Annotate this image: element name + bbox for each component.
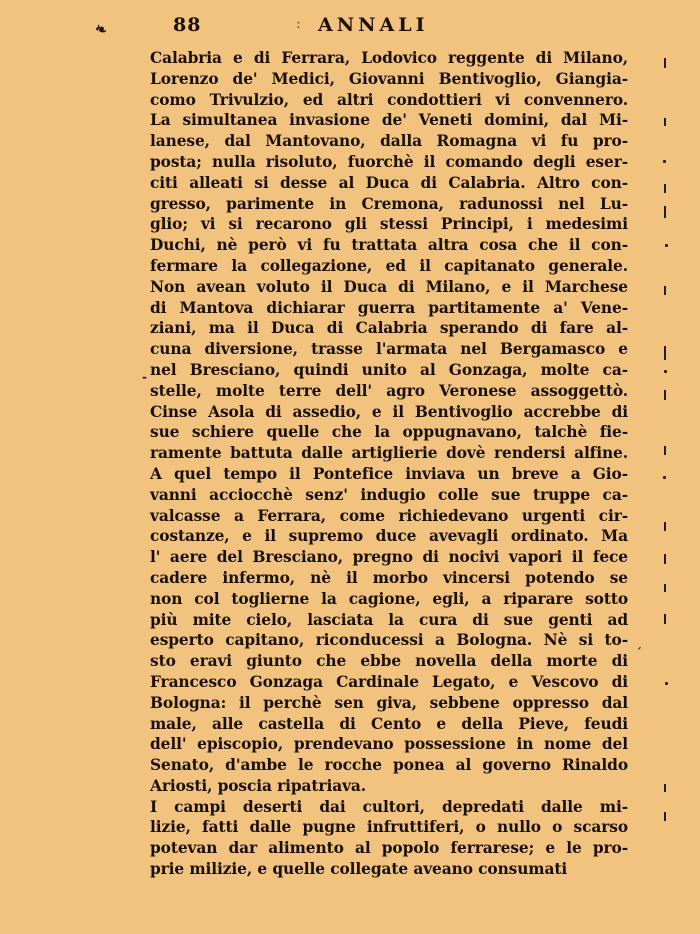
- corner-ink-mark: ❧: [92, 20, 110, 40]
- text-line: Duchi, nè però vi fu trattata altra cosa che il con-: [150, 236, 628, 255]
- text-line: sto eravi giunto che ebbe novella della morte di: [150, 652, 628, 671]
- text-line: valcasse a Ferrara, come richiedevano urgenti cir-: [150, 506, 628, 525]
- text-line: Ariosti, poscia ripatriava.: [150, 776, 367, 795]
- text-line: La simultanea invasione de' Veneti domini, dal Mi-: [150, 111, 628, 130]
- margin-ink-specks: [662, 54, 676, 874]
- text-line: lanese, dal Mantovano, dalla Romagna vi fu pro-: [150, 132, 628, 151]
- text-line: l' aere del Bresciano, pregno di nocivi vapori il fece: [150, 548, 628, 567]
- text-line: gresso, parimente in Cremona, radunossi nel Lu-: [150, 194, 628, 213]
- text-line: lizie, fatti dalle pugne infruttiferi, o nullo o scarso: [150, 818, 628, 837]
- text-line: cuna diversione, trasse l'armata nel Bergamasco e: [150, 340, 628, 359]
- text-line: nel Bresciano, quindi unito al Gonzaga, molte ca-: [150, 360, 628, 379]
- body-text: [150, 48, 628, 880]
- text-line: glio; vi si recarono gli stessi Principi, i medesimi: [150, 215, 628, 234]
- text-line: A quel tempo il Pontefice inviava un breve a Gio-: [150, 464, 628, 483]
- text-line: male, alle castella di Cento e della Pieve, feudi: [150, 714, 628, 733]
- text-line: non col toglierne la cagione, egli, a riparare sotto: [150, 589, 628, 608]
- text-line: citi alleati si desse al Duca di Calabria. Altro con-: [150, 173, 628, 192]
- text-line: prie milizie, e quelle collegate aveano consumati: [150, 860, 568, 879]
- text-line: di Mantova dichiarar guerra partitamente a' Vene-: [150, 298, 628, 317]
- text-line: Bologna: il perchè sen giva, sebbene oppresso dal: [150, 693, 628, 712]
- text-line: fermare la collegazione, ed il capitanato generale.: [150, 256, 628, 275]
- text-line: esperto capitano, riconducessi a Bologna. Nè si to-: [150, 631, 628, 650]
- margin-tick-mark: ´: [636, 646, 642, 660]
- text-line: costanze, e il supremo duce avevagli ordinato. Ma: [150, 527, 628, 546]
- text-line: sue schiere quelle che la oppugnavano, talchè fie-: [150, 423, 628, 442]
- text-line: vanni acciocchè senz' indugio colle sue truppe ca-: [150, 485, 628, 504]
- text-line: Cinse Asola di assedio, e il Bentivoglio accrebbe di: [150, 402, 628, 421]
- text-line: potevan dar alimento al popolo ferrarese; e le pro-: [150, 839, 628, 858]
- text-line: Lorenzo de' Medici, Giovanni Bentivoglio, Giangia-: [150, 69, 628, 88]
- text-line: dell' episcopio, prendevano possessione in nome del: [150, 735, 628, 754]
- text-line: più mite cielo, lasciata la cura di sue genti ad: [150, 610, 628, 629]
- text-line: cadere infermo, nè il morbo vincersi potendo se: [150, 568, 628, 587]
- text-line: stelle, molte terre dell' agro Veronese assoggettò.: [150, 381, 628, 400]
- text-line: Senato, d'ambe le rocche ponea al governo Rinaldo: [150, 756, 628, 775]
- text-line: ziani, ma il Duca di Calabria sperando di fare al-: [150, 319, 628, 338]
- text-line: Francesco Gonzaga Cardinale Legato, e Vescovo di: [150, 672, 628, 691]
- header-separator: :: [296, 16, 301, 32]
- text-line: como Trivulzio, ed altri condottieri vi convennero.: [150, 90, 628, 109]
- text-line: I campi deserti dai cultori, depredati dalle mi-: [150, 797, 628, 816]
- page-number: 88: [173, 14, 202, 36]
- text-line: posta; nulla risoluto, fuorchè il comando degli eser-: [150, 152, 628, 171]
- text-line: Calabria e di Ferrara, Lodovico reggente di Milano,: [150, 49, 628, 67]
- text-line: Non avean voluto il Duca di Milano, e il Marchese: [150, 277, 628, 296]
- text-line: ramente battuta dalle artiglierie dovè rendersi alfine.: [150, 444, 628, 463]
- running-title: ANNALI: [318, 14, 429, 36]
- margin-dash-mark: -: [142, 370, 147, 384]
